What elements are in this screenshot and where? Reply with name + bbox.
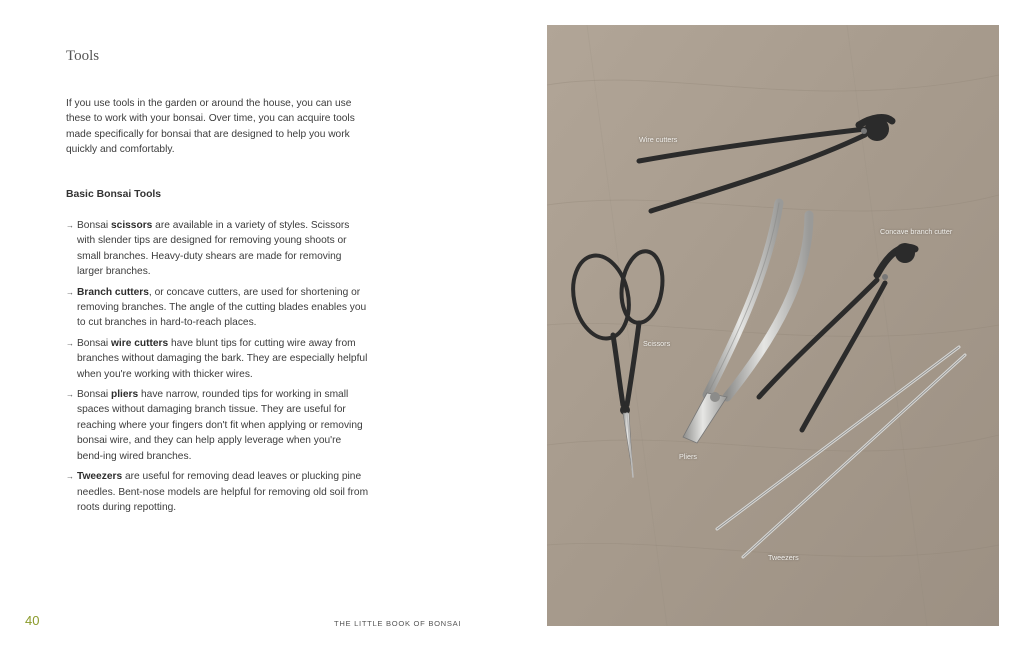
page-number: 40 (25, 613, 40, 628)
tool-item-pliers (66, 387, 370, 464)
tool-name: Tweezers (77, 471, 123, 483)
label-tweezers: Tweezers (768, 553, 799, 562)
tool-text-post: are useful for removing dead leaves or plucking pine needles. Bent-nose models are helpful for removing old soil from roots during repotting. (77, 471, 369, 513)
tools-photo (547, 25, 999, 626)
page-title: Tools (66, 48, 100, 64)
tool-name: wire cutters (110, 337, 169, 349)
tool-name: pliers (110, 389, 139, 401)
label-scissors: Scissors (643, 339, 671, 348)
tool-list (66, 218, 370, 520)
bullet-arrow-icon: → (66, 338, 74, 348)
tool-text-pre: Bonsai (77, 220, 111, 231)
tool-name: scissors (110, 220, 153, 231)
label-wire-cutters: Wire cutters (639, 135, 678, 144)
tools-photo-illustration (547, 25, 999, 626)
tool-text-post: have blunt tips for cutting wire away from branches without damaging the bark. They are especially helpful when you're working with thicker wires. (77, 337, 368, 380)
label-concave-branch-cutter: Concave branch cutter (880, 227, 953, 236)
bullet-arrow-icon: → (66, 472, 74, 482)
footer-book-title: THE LITTLE BOOK OF BONSAI (334, 619, 462, 628)
label-pliers: Pliers (679, 452, 697, 461)
intro-paragraph: If you use tools in the garden or around the house, you can use these to work with your bonsai. Over time, you can acquire tools made specifically for bonsai that are designed to help you work quickly and comfortably. (66, 98, 355, 156)
bullet-arrow-icon: → (66, 390, 74, 400)
bullet-arrow-icon: → (66, 287, 74, 297)
tool-text-pre: Bonsai (77, 389, 111, 401)
tool-text-post: are available in a variety of styles. Scissors with slender tips are designed for removing young shoots or small branches. Heavy-duty shears are made for removing larger branches. (77, 220, 350, 278)
section-heading: Basic Bonsai Tools (66, 189, 162, 200)
tool-item-branch-cutters (66, 285, 370, 331)
tool-item-scissors (66, 218, 370, 280)
tool-text-post: , or concave cutters, are used for shortening or removing branches. The angle of the cutting blades enables you to cut branches in hard-to-reach places. (77, 286, 367, 329)
tool-item-wire-cutters (66, 336, 370, 382)
bullet-arrow-icon: → (66, 221, 74, 230)
tool-item-tweezers (66, 469, 370, 515)
tool-text-pre: Bonsai (77, 337, 111, 349)
tool-text-post: have narrow, rounded tips for working in small spaces without damaging branch tissue. They are useful for reaching where your fingers don't fit when applying or removing bonsai wire, and they can help apply leverage when you're bend-ing wired branches. (77, 389, 363, 462)
tool-name: Branch cutters (77, 286, 149, 298)
